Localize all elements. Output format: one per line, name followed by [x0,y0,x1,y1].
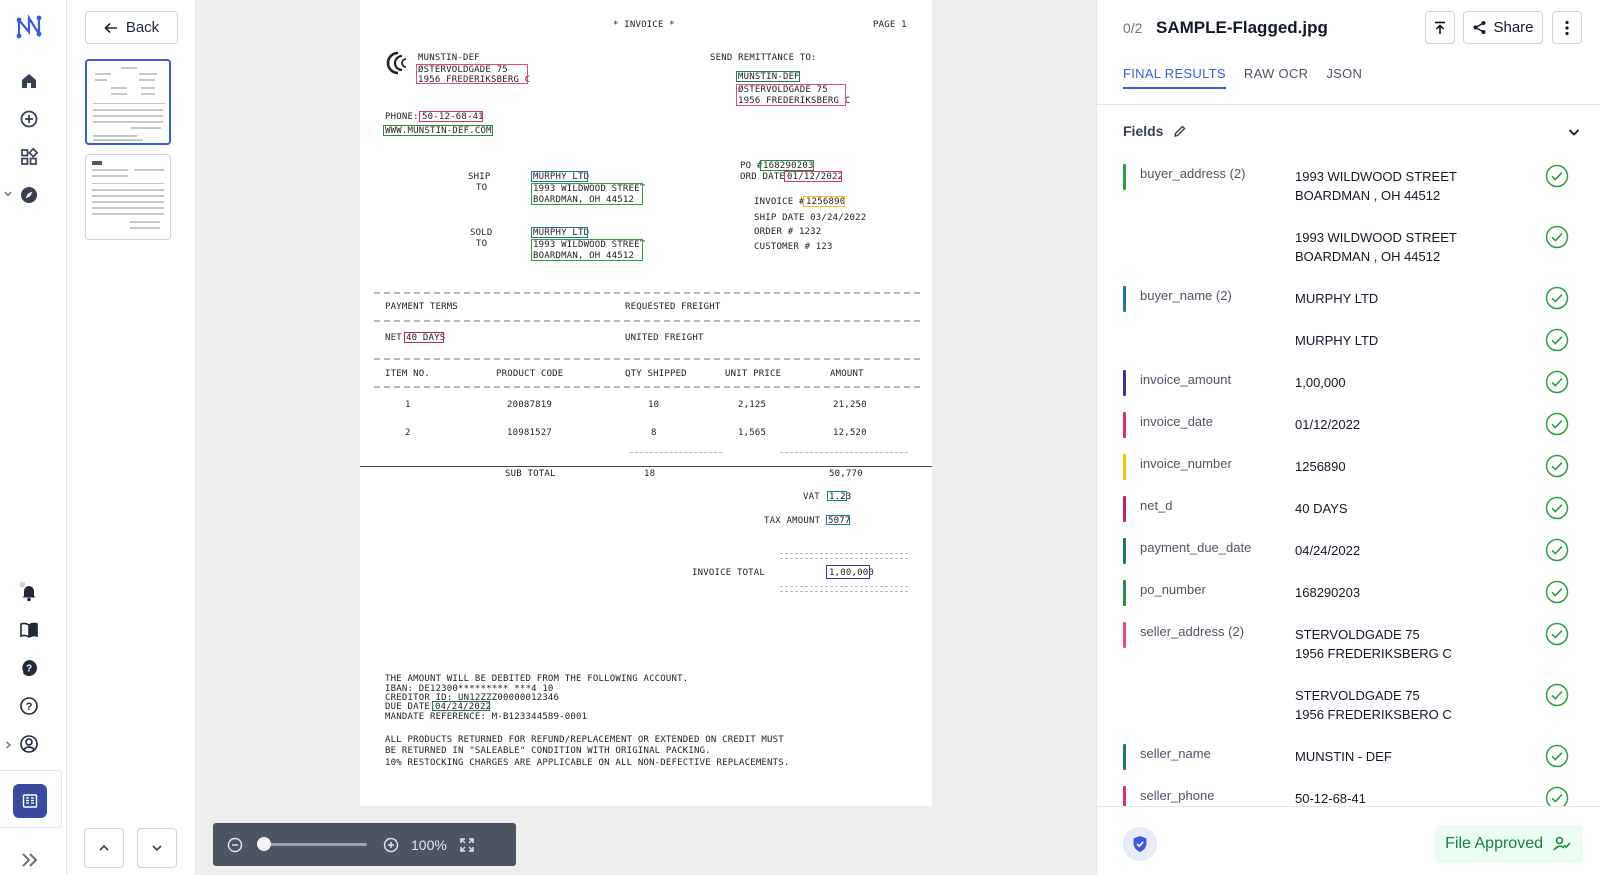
po-value: 168290203 [763,161,814,171]
zoom-in-icon[interactable] [383,837,399,853]
sold-to-label: TO [476,239,488,249]
next-page-button[interactable] [137,828,177,868]
field-name: buyer_address (2) [1140,166,1246,181]
field-value-line: MURPHY LTD [1295,333,1379,348]
chevron-down-icon[interactable] [3,189,13,199]
sold-buyer-address-1: 1993 WILDWOOD STREET [533,240,646,250]
website: WWW.MUNSTIN-DEF.COM [385,126,492,136]
panel-footer [1097,806,1600,875]
field-value-line: 1993 WILDWOOD STREET [1295,230,1457,245]
sold-label: SOLD [470,228,493,238]
zoom-level: 100% [411,836,447,853]
check-circle-icon[interactable] [1545,786,1569,806]
footer-line: IBAN: DE12300********* ***4 10 [385,684,554,694]
tab-final-results[interactable]: FINAL RESULTS [1123,66,1226,89]
thumbnail-page-1[interactable] [85,59,171,145]
chevron-down-icon [150,843,164,853]
check-circle-icon[interactable] [1545,622,1569,646]
document-icon[interactable] [13,784,47,818]
arrow-left-icon [104,22,118,34]
apps-icon[interactable] [17,145,41,169]
back-button[interactable] [85,11,178,44]
phone-value: 50-12-68-41 [422,112,484,122]
ord-date-value: 01/12/2022 [787,172,844,182]
zoom-out-icon[interactable] [227,837,243,853]
field-value-line: 40 DAYS [1295,501,1348,516]
th-amount: AMOUNT [830,369,864,379]
check-circle-icon[interactable] [1545,683,1569,707]
remit-address-highlight[interactable] [736,84,846,106]
field-name: invoice_amount [1140,372,1232,387]
double-chevron-right-icon[interactable] [20,852,40,868]
divider [1097,104,1600,105]
ship-label: SHIP [468,172,491,182]
ship-date: SHIP DATE 03/24/2022 [754,213,867,223]
tax-value: 5077 [828,516,851,526]
tab-json[interactable]: JSON [1326,66,1363,81]
field-color-bar [1123,538,1126,564]
ship-buyer-address-2: BOARDMAN, OH 44512 [533,195,635,205]
upload-icon [1433,21,1447,35]
field-color-bar [1123,286,1126,312]
field-value-line: 01/12/2022 [1295,417,1361,432]
invoice-no-value: 1256890 [806,197,846,207]
website-highlight[interactable] [383,125,493,136]
th-qty: QTY SHIPPED [625,369,687,379]
divider [780,558,908,559]
check-circle-icon[interactable] [1545,164,1569,188]
more-vertical-icon [1565,20,1569,36]
invoice-no-highlight[interactable] [803,196,845,207]
divider [630,452,722,453]
due-date-highlight[interactable] [432,701,490,711]
ship-buyer-name-highlight[interactable] [531,171,588,182]
field-value-line: 1993 WILDWOOD STREET [1295,169,1457,184]
invoice-page[interactable] [360,0,932,806]
remit-address-2: 1956 FREDERIKSBERG C [738,96,851,106]
divider [374,292,920,294]
sold-buyer-name-highlight[interactable] [531,227,588,238]
invoice-title: * INVOICE * [613,20,675,30]
th-item: ITEM NO. [385,369,430,379]
field-color-bar [1123,580,1126,606]
seller-address-1: ØSTERVOLDGADE 75 [418,65,508,75]
book-icon[interactable] [17,618,41,642]
field-color-bar [1123,370,1126,396]
field-value[interactable] [1295,373,1346,392]
table-cell: 1,565 [738,428,767,438]
field-name: invoice_date [1140,414,1213,429]
total-highlight[interactable] [826,565,870,579]
field-value-line: STERVOLDGADE 75 [1295,688,1420,703]
seller-name: MUNSTIN-DEF [418,53,480,63]
field-name: payment_due_date [1140,540,1252,555]
customer-number: CUSTOMER # 123 [754,242,833,252]
ship-to-label: TO [476,183,488,193]
po-label: PO # [740,161,763,171]
payment-terms-label: PAYMENT TERMS [385,302,459,312]
field-name: invoice_number [1140,456,1232,471]
seller-logo-icon [385,50,411,76]
left-nav-rail [0,0,67,875]
chevron-down-icon[interactable] [1566,124,1582,140]
field-value[interactable] [1295,331,1378,350]
check-circle-icon[interactable] [1545,412,1569,436]
divider [374,320,920,322]
remit-address-1: ØSTERVOLDGADE 75 [738,85,828,95]
field-value[interactable] [1295,289,1378,308]
invoice-no-label: INVOICE # [754,197,805,207]
field-value-line: BOARDMAN , OH 44512 [1295,188,1441,203]
svg-text:?: ? [25,663,33,675]
field-name: buyer_name (2) [1140,288,1232,303]
ord-date-highlight[interactable] [784,171,842,182]
fields-list [1097,158,1600,806]
field-value[interactable] [1295,499,1348,518]
divider [780,553,908,554]
table-cell: 20087819 [507,400,552,410]
check-circle-icon[interactable] [1545,744,1569,768]
field-value[interactable] [1295,625,1452,663]
zoom-slider-knob[interactable] [257,837,271,851]
check-circle-icon[interactable] [1545,454,1569,478]
document-viewer[interactable] [196,0,1096,875]
field-value-line: 1,00,000 [1295,375,1346,390]
user-circle-icon[interactable] [17,732,41,756]
sold-buyer-name: MURPHY LTD [533,228,590,238]
ord-date-label: ORD DATE [740,172,785,182]
returns-line: BE RETURNED IN "SALEABLE" CONDITION WITH ORIGINAL PACKING. [385,746,711,756]
divider [780,586,908,587]
field-color-bar [1123,496,1126,522]
field-value-line: 1956 FREDERIKSBERO C [1295,707,1452,722]
field-value-line: BOARDMAN , OH 44512 [1295,249,1441,264]
pencil-icon[interactable] [1173,124,1187,138]
remit-name: MUNSTIN-DEF [738,72,800,82]
logo-icon[interactable] [14,12,44,42]
field-color-bar [1123,744,1126,770]
total-value: 1,00,000 [829,568,874,578]
prev-page-button[interactable] [84,828,124,868]
file-approved-label: File Approved [1445,835,1543,852]
help-outline-icon[interactable] [17,694,41,718]
field-value-line: STERVOLDGADE 75 [1295,627,1420,642]
footer-line: THE AMOUNT WILL BE DEBITED FROM THE FOLLOWING ACCOUNT. [385,674,689,684]
field-value[interactable] [1295,789,1366,806]
page-thumbnails [67,0,196,875]
field-value[interactable] [1295,457,1346,476]
table-cell: 1 [405,400,411,410]
fullscreen-icon[interactable] [459,837,475,853]
field-color-bar [1123,786,1126,806]
field-name: seller_phone [1140,788,1215,803]
po-highlight[interactable] [760,160,814,171]
field-value[interactable] [1295,747,1392,766]
field-value[interactable] [1295,415,1360,434]
field-value[interactable] [1295,583,1360,602]
due-date: 04/24/2022 [435,702,492,712]
file-name: SAMPLE-Flagged.jpg [1156,18,1328,37]
subtotal-qty: 18 [644,469,656,479]
table-cell: 10 [648,400,660,410]
page-number: PAGE 1 [873,20,907,30]
file-approved-button[interactable] [1435,825,1583,863]
zoom-toolbar [213,823,516,866]
th-product: PRODUCT CODE [496,369,564,379]
check-circle-icon[interactable] [1545,580,1569,604]
net-label: NET [385,333,402,343]
field-value-line: 1956 FREDERIKSBERG C [1295,646,1452,661]
vat-highlight[interactable] [827,491,847,501]
table-cell: 21,250 [833,400,867,410]
field-value-line: 1256890 [1295,459,1346,474]
ship-buyer-address-highlight[interactable] [531,183,646,205]
subtotal-label: SUB TOTAL [505,469,556,479]
requested-freight-label: REQUESTED FREIGHT [625,302,721,312]
tax-label: TAX AMOUNT [764,516,821,526]
field-value[interactable] [1295,228,1457,266]
sold-buyer-address-2: BOARDMAN, OH 44512 [533,251,635,261]
field-value-line: 168290203 [1295,585,1361,600]
vat-value: 1.23 [829,492,852,502]
chevron-up-icon [97,843,111,853]
field-color-bar [1123,622,1126,648]
bell-icon[interactable] [17,580,41,604]
due-label: DUE DATE: [385,702,436,712]
subtotal-amount: 50,770 [829,469,863,479]
seller-address-2: 1956 FREDERIKSBERG C [418,75,531,85]
net-days: 40 DAYS [406,333,446,343]
vat-label: VAT [803,492,820,502]
field-name: seller_name [1140,746,1211,761]
fields-title: Fields [1123,123,1164,139]
total-label: INVOICE TOTAL [692,568,766,578]
field-value-line: 04/24/2022 [1295,543,1361,558]
page-break-line [360,466,932,467]
chevron-right-icon[interactable] [3,740,13,750]
phone-highlight[interactable] [419,111,483,122]
th-price: UNIT PRICE [725,369,782,379]
plus-circle-icon[interactable] [17,107,41,131]
ship-buyer-name: MURPHY LTD [533,172,590,182]
ship-buyer-address-1: 1993 WILDWOOD STREET [533,184,646,194]
compass-icon[interactable] [17,183,41,207]
field-name: net_d [1140,498,1173,513]
more-options-button[interactable] [1552,11,1582,44]
table-cell: 2 [405,428,411,438]
tax-highlight[interactable] [826,515,850,525]
result-tabs [1123,66,1362,89]
returns-line: ALL PRODUCTS RETURNED FOR REFUND/REPLACEMENT OR EXTENDED ON CREDIT MUST [385,735,784,745]
divider [374,386,920,388]
shield-check-icon[interactable] [1123,827,1157,861]
mandate-reference: MANDATE REFERENCE: M-B123344589-0001 [385,712,588,722]
user-check-icon [1553,836,1571,852]
seller-address-highlight[interactable] [416,64,531,85]
check-circle-icon[interactable] [1545,538,1569,562]
zoom-slider[interactable] [259,843,367,846]
check-circle-icon[interactable] [1545,225,1569,249]
thumbnail-page-2[interactable] [85,154,171,240]
field-value-line: 50-12-68-41 [1295,791,1366,806]
divider [374,358,920,360]
file-counter: 0/2 [1123,20,1143,36]
table-cell: 12,520 [833,428,867,438]
share-label: Share [1493,19,1534,36]
svg-text:?: ? [25,701,33,713]
check-circle-icon[interactable] [1545,328,1569,352]
net-days-highlight[interactable] [404,332,444,343]
results-panel [1096,0,1600,875]
field-color-bar [1123,454,1126,480]
table-cell: 10981527 [507,428,552,438]
field-value[interactable] [1295,167,1457,205]
help-filled-icon[interactable] [17,656,41,680]
remit-name-highlight[interactable] [736,71,800,82]
field-value[interactable] [1295,541,1360,560]
table-cell: 8 [651,428,657,438]
fields-header [1123,123,1187,139]
remit-label: SEND REMITTANCE TO: [710,53,817,63]
footer-line: CREDITOR ID: UN12ZZZ00000012346 [385,693,560,703]
field-color-bar [1123,164,1126,190]
freight-value: UNITED FREIGHT [625,333,704,343]
field-name: po_number [1140,582,1206,597]
returns-line: 10% RESTOCKING CHARGES ARE APPLICABLE ON ALL NON-DEFECTIVE REPLACEMENTS. [385,758,790,768]
table-cell: 2,125 [738,400,767,410]
tab-raw-ocr[interactable]: RAW OCR [1243,66,1309,81]
home-icon[interactable] [17,69,41,93]
field-name: seller_address (2) [1140,624,1245,639]
field-value-line: MURPHY LTD [1295,291,1379,306]
order-number: ORDER # 1232 [754,227,822,237]
check-circle-icon[interactable] [1545,286,1569,310]
back-label: Back [125,19,160,36]
sold-buyer-address-highlight[interactable] [531,239,646,261]
field-color-bar [1123,412,1126,438]
check-circle-icon[interactable] [1545,370,1569,394]
phone-label: PHONE: [385,112,419,122]
upload-button[interactable] [1425,11,1455,44]
divider [780,591,908,592]
share-icon [1472,20,1487,35]
check-circle-icon[interactable] [1545,496,1569,520]
share-button[interactable] [1463,11,1543,44]
divider [780,452,908,453]
field-value[interactable] [1295,686,1452,724]
field-value-line: MUNSTIN - DEF [1295,749,1392,764]
